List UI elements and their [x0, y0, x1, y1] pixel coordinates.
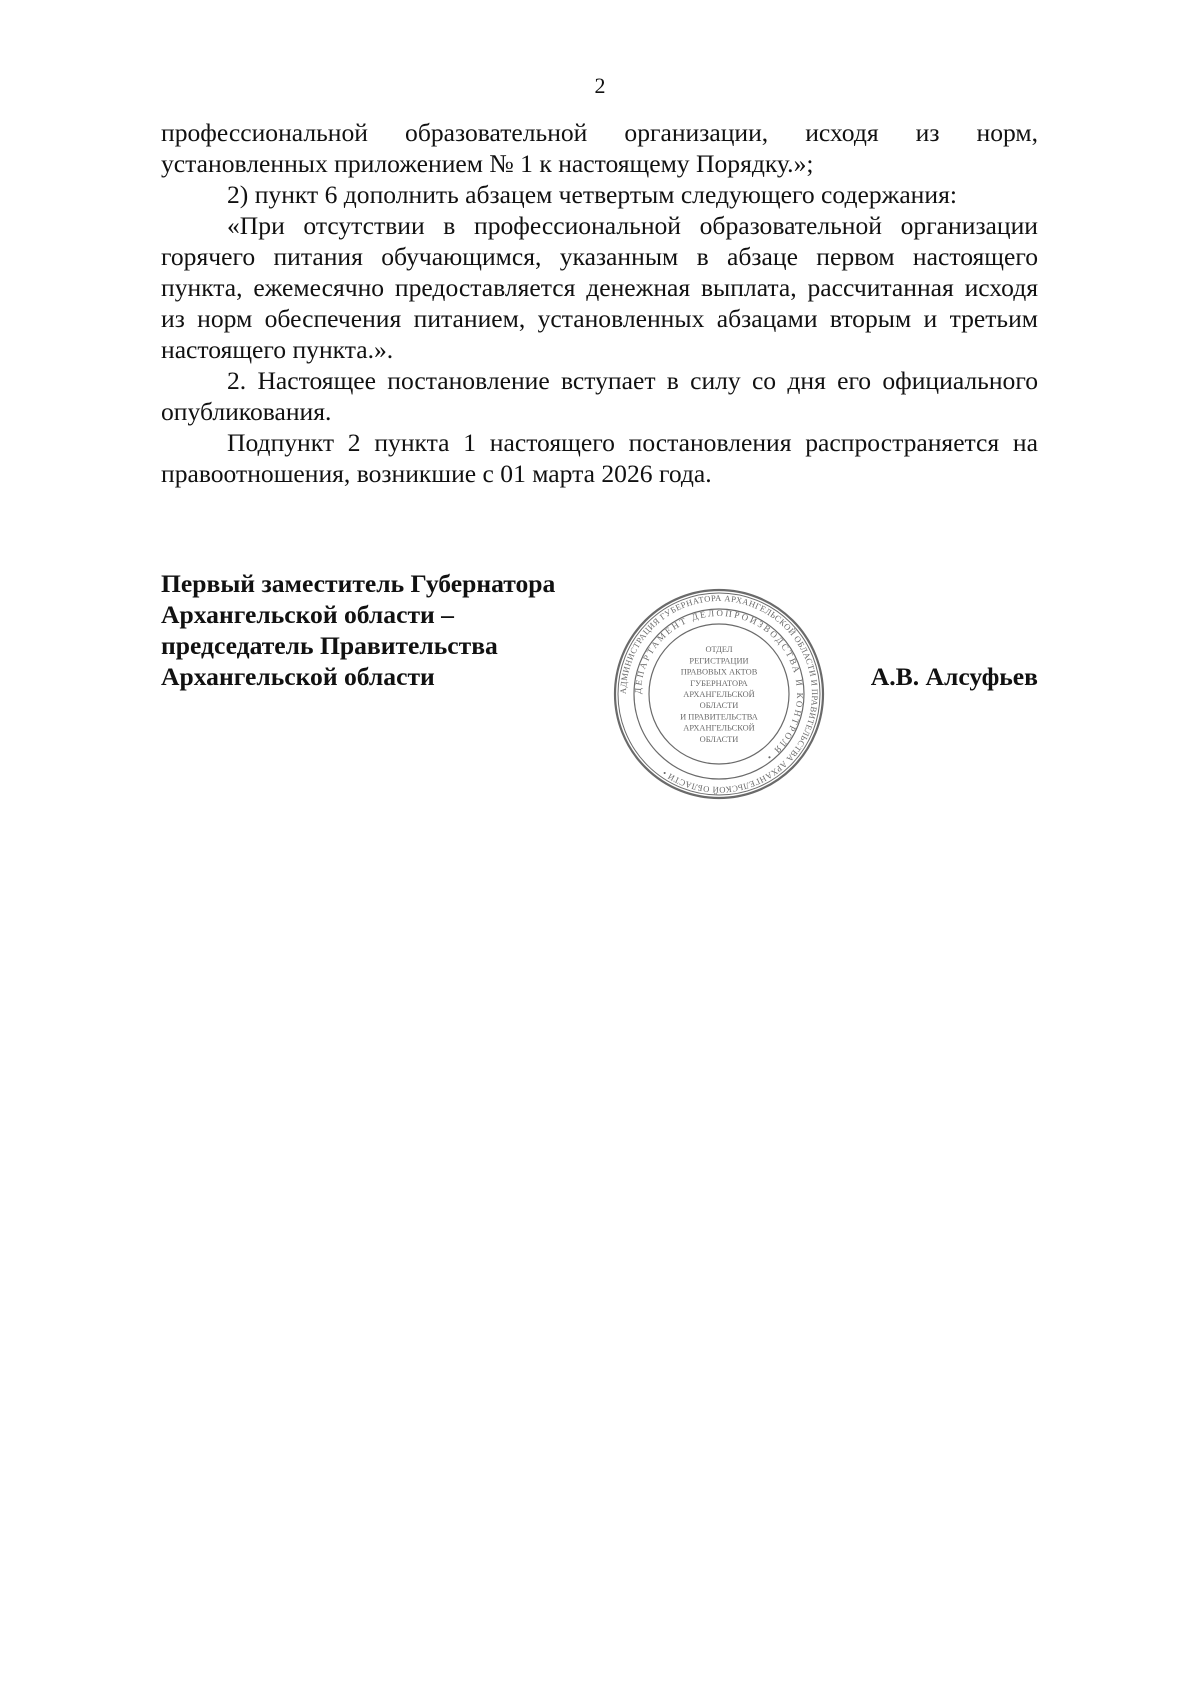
seal-center-line: ПРАВОВЫХ АКТОВ	[680, 667, 758, 677]
signatory-title	[161, 568, 555, 692]
signatory-title-line: Архангельской области	[161, 662, 435, 691]
seal-middle-ring-text: ДЕПАРТАМЕНТ ДЕЛОПРОИЗВОДСТВА И КОНТРОЛЯ •	[632, 607, 806, 764]
seal-center-line: АРХАНГЕЛЬСКОЙ	[683, 690, 755, 699]
signatory-title-line: Архангельской области –	[161, 600, 454, 629]
signatory-title-line: Первый заместитель Губернатора	[161, 569, 556, 598]
signatory-title-line: председатель Правительства	[161, 631, 498, 660]
seal-center-line: И ПРАВИТЕЛЬСТВА	[680, 712, 758, 722]
paragraph: Подпункт 2 пункта 1 настоящего постановления распространяется на правоотношения, возникшие с 01 марта 2026 года.	[161, 428, 1038, 488]
paragraph: 2) пункт 6 дополнить абзацем четвертым следующего содержания:	[227, 180, 957, 209]
seal-center-line: ОБЛАСТИ	[699, 734, 739, 744]
seal-center-line: РЕГИСТРАЦИИ	[689, 656, 749, 666]
signatory-name: А.В. Алсуфьев	[870, 662, 1038, 691]
seal-center-text	[680, 645, 758, 744]
seal-center-line: ОТДЕЛ	[705, 645, 733, 655]
official-seal-stamp	[613, 588, 825, 800]
page-number: 2	[594, 73, 606, 98]
seal-center-line: АРХАНГЕЛЬСКОЙ	[683, 723, 755, 733]
paragraph: «При отсутствии в профессиональной образовательной организации горячего питания обучающимся, указанным в абзаце первом настоящего пункта, ежемесячно предоставляется денежная выплата, рассчитанная исходя из норм обеспечения питанием, установленных абзацами вторым и третьим настоящего пункта.».	[161, 211, 1038, 364]
paragraph: профессиональной образовательной организации, исходя из норм, установленных приложением № 1 к настоящему Порядку.»;	[161, 118, 1038, 178]
seal-center-line: ГУБЕРНАТОРА	[690, 678, 748, 688]
document-body	[161, 117, 1038, 489]
seal-outer-ring-text: АДМИНИСТРАЦИЯ ГУБЕРНАТОРА АРХАНГЕЛЬСКОЙ ОБЛАСТИ И ПРАВИТЕЛЬСТВА АРХАНГЕЛЬСКОЙ ОБЛАСТИ •	[617, 592, 821, 796]
signature-block	[161, 568, 1038, 798]
seal-center-line: ОБЛАСТИ	[699, 701, 739, 711]
paragraph: 2. Настоящее постановление вступает в силу со дня его официального опубликования.	[161, 366, 1038, 426]
